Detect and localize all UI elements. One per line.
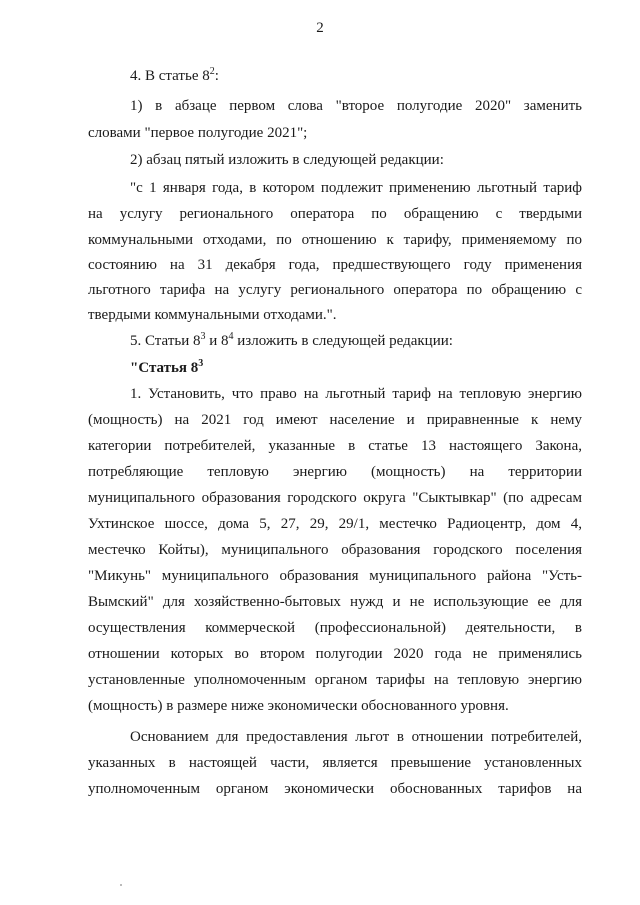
item-4-heading	[130, 67, 219, 85]
para-1-line-4: потребляющие тепловую энергию (мощность) на территории	[88, 464, 582, 480]
quote-line-4: состоянию на 31 декабря года, предшествующего году применения	[88, 257, 582, 273]
quote-line-3: коммунальными отходами, по отношению к тарифу, применяемому по	[88, 232, 582, 248]
item-5-text-c: изложить в следующей редакции:	[233, 333, 453, 349]
para-1-line-3: категории потребителей, указанные в статье 13 настоящего Закона,	[88, 438, 582, 454]
quote-line-1: "с 1 января года, в котором подлежит применению льготный тариф	[130, 180, 582, 196]
quote-line-6: твердыми коммунальными отходами.".	[88, 307, 337, 323]
item-5-text-a: 5. Статьи 8	[130, 333, 201, 349]
para-1-line-5: муниципального образования городского округа "Сыктывкар" (по адресам	[88, 490, 582, 506]
para-1-line-11: отношении которых во втором полугодии 2020 года не применялись	[88, 646, 582, 662]
para-1-line-1: 1. Установить, что право на льготный тариф на тепловую энергию	[130, 386, 582, 402]
article-sup: 3	[198, 358, 204, 369]
scan-speck	[120, 884, 122, 886]
para-1-line-10: осуществления коммерческой (профессиональной) деятельности, в	[88, 620, 582, 636]
para-1-line-6: Ухтинское шоссе, дома 5, 27, 29, 29/1, местечко Радиоцентр, дом 4,	[88, 516, 582, 532]
article-label: "Статья 8	[130, 360, 199, 376]
para-1-line-7: местечко Койты), муниципального образования городского поселения	[88, 542, 582, 558]
item-4-text: 4. В статье 8	[130, 68, 210, 84]
quote-line-2: на услугу регионального оператора по обращению с твердыми	[88, 206, 582, 222]
item-5-heading	[130, 332, 453, 350]
item-4-p1-line-1: 1) в абзаце первом слова "второе полугодие 2020" заменить	[130, 98, 582, 114]
para-1-line-2: (мощность) на 2021 год имеют население и приравненные к нему	[88, 412, 582, 428]
item-5-text-b: и 8	[205, 333, 229, 349]
item-5-sup-2: 4	[228, 331, 234, 342]
item-4-end: :	[214, 68, 219, 84]
item-4-p1-line-2: словами "первое полугодие 2021";	[88, 125, 308, 141]
item-4-sup: 2	[209, 66, 215, 77]
para-1-line-12: установленные уполномоченным органом тарифы на тепловую энергию	[88, 672, 582, 688]
page-number: 2	[316, 20, 324, 36]
quote-line-5: льготного тарифа на услугу регионального оператора по обращению с	[88, 282, 582, 298]
item-4-p2: 2) абзац пятый изложить в следующей редакции:	[130, 152, 444, 168]
para-2-line-2: указанных в настоящей части, является превышение установленных	[88, 755, 582, 771]
para-1-line-9: Вымский" для хозяйственно-бытовых нужд и не использующие ее для	[88, 594, 582, 610]
para-1-line-13: (мощность) в размере ниже экономически обоснованного уровня.	[88, 698, 509, 714]
para-2-line-3: уполномоченным органом экономически обоснованных тарифов на	[88, 781, 582, 797]
article-heading	[130, 359, 203, 377]
para-1-line-8: "Микунь" муниципального образования муниципального района "Усть-	[88, 568, 582, 584]
item-5-sup-1: 3	[200, 331, 206, 342]
para-2-line-1: Основанием для предоставления льгот в отношении потребителей,	[130, 729, 582, 745]
